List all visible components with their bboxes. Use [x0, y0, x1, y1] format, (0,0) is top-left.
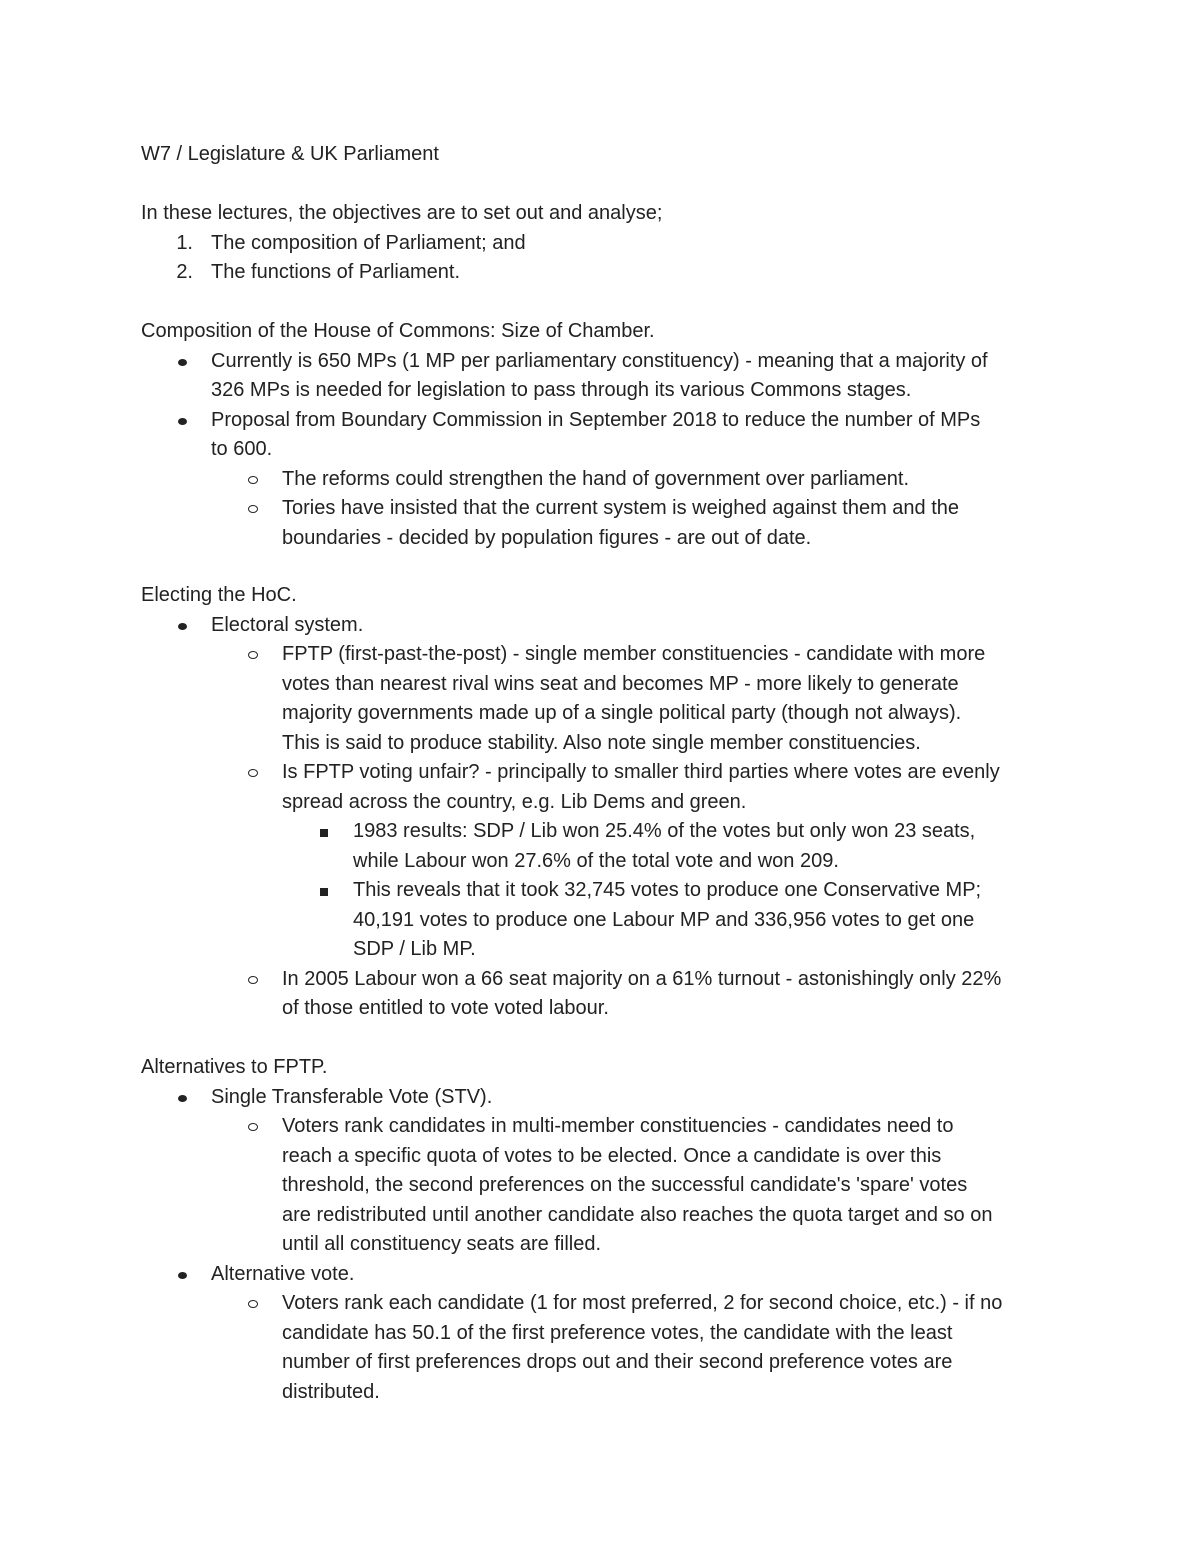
text-line: are redistributed until another candidate also reaches the quota target and so on [282, 1203, 993, 1226]
numbered-item [141, 258, 1081, 288]
intro-section [141, 199, 1081, 288]
bullet-text [353, 817, 1073, 876]
bullet-disc-icon [141, 611, 211, 641]
numbered-item [141, 229, 1081, 259]
section-heading: Composition of the House of Commons: Size of Chamber. [141, 320, 655, 342]
sub-bullet-item [141, 758, 1081, 817]
text-line: boundaries - decided by population figures - are out of date. [282, 526, 812, 549]
bullet-text [282, 758, 1072, 817]
bullet-item [141, 1260, 1081, 1290]
text-line: SDP / Lib MP. [353, 938, 476, 960]
bullet-text [282, 965, 1072, 1024]
bullet-text [211, 347, 1071, 406]
bullet-text [211, 1083, 1071, 1113]
bullet-disc-icon [141, 1083, 211, 1113]
item-text: The composition of Parliament; and [211, 231, 526, 254]
bullet-disc-icon [141, 347, 211, 377]
text-line: Currently is 650 MPs (1 MP per parliamentary constituency) - meaning that a majority of [211, 349, 988, 372]
bullet-disc-icon [141, 1260, 211, 1290]
text-line: FPTP (first-past-the-post) - single member constituencies - candidate with more [282, 643, 986, 665]
sub-bullet-item [141, 1289, 1081, 1407]
text-line: Single Transferable Vote (STV). [211, 1085, 493, 1108]
text-line: The reforms could strengthen the hand of government over parliament. [282, 467, 910, 490]
bullet-item [141, 611, 1081, 641]
sub-bullet-item [141, 494, 1081, 553]
text-line: Voters rank each candidate (1 for most preferred, 2 for second choice, etc.) - if no [282, 1292, 1003, 1314]
text-line: number of first preferences drops out and their second preference votes are [282, 1351, 953, 1373]
text-line: to 600. [211, 438, 273, 460]
bullet-text [282, 494, 1072, 553]
item-number: 2. [176, 261, 193, 283]
text-line: distributed. [282, 1380, 380, 1403]
text-line: Alternative vote. [211, 1262, 355, 1285]
document-title-block [141, 140, 1081, 170]
bullet-text [211, 1260, 1071, 1290]
document-title: W7 / Legislature & UK Parliament [141, 143, 439, 165]
text-line: Electoral system. [211, 613, 364, 636]
bullet-circle-icon [141, 465, 282, 495]
text-line: while Labour won 27.6% of the total vote and won 209. [353, 849, 839, 872]
section-heading: Electing the HoC. [141, 584, 297, 606]
text-line: threshold, the second preferences on the successful candidate's 'spare' votes [282, 1174, 968, 1196]
item-number: 1. [176, 231, 193, 254]
item-text: The functions of Parliament. [211, 261, 461, 283]
section-heading: Alternatives to FPTP. [141, 1056, 328, 1078]
sub-bullet-item [141, 465, 1081, 495]
text-line: Voters rank candidates in multi-member constituencies - candidates need to [282, 1115, 954, 1137]
bullet-text [211, 611, 1071, 641]
text-line: This reveals that it took 32,745 votes to produce one Conservative MP; [353, 879, 982, 901]
electing-section [141, 581, 1081, 1024]
bullet-text [211, 406, 1071, 465]
text-line: Tories have insisted that the current system is weighed against them and the [282, 497, 960, 519]
bullet-circle-icon [141, 758, 282, 788]
bullet-text [282, 1112, 1072, 1260]
text-line: In 2005 Labour won a 66 seat majority on a 61% turnout - astonishingly only 22% [282, 967, 1002, 990]
bullet-circle-icon [141, 640, 282, 670]
composition-section [141, 317, 1081, 553]
text-line: This is said to produce stability. Also note single member constituencies. [282, 731, 921, 754]
sub-bullet-item [141, 640, 1081, 758]
text-line: of those entitled to vote voted labour. [282, 997, 609, 1019]
sub-bullet-item [141, 1112, 1081, 1260]
text-line: spread across the country, e.g. Lib Dems and green. [282, 790, 747, 813]
bullet-circle-icon [141, 965, 282, 995]
text-line: majority governments made up of a single political party (though not always). [282, 702, 962, 724]
text-line: reach a specific quota of votes to be elected. Once a candidate is over this [282, 1144, 942, 1167]
alternatives-section [141, 1053, 1081, 1407]
sub-sub-bullet-item [141, 876, 1081, 965]
bullet-text [282, 640, 1072, 758]
bullet-item [141, 406, 1081, 465]
bullet-item [141, 347, 1081, 406]
bullet-text [353, 876, 1073, 965]
sub-bullet-item [141, 965, 1081, 1024]
bullet-square-icon [141, 817, 353, 847]
bullet-text [282, 465, 1072, 495]
bullet-circle-icon [141, 1112, 282, 1142]
text-line: until all constituency seats are filled. [282, 1233, 602, 1255]
text-line: 326 MPs is needed for legislation to pass through its various Commons stages. [211, 379, 912, 401]
bullet-square-icon [141, 876, 353, 906]
bullet-item [141, 1083, 1081, 1113]
text-line: 40,191 votes to produce one Labour MP and 336,956 votes to get one [353, 908, 975, 931]
text-line: Is FPTP voting unfair? - principally to smaller third parties where votes are evenly [282, 761, 1000, 783]
intro-lead: In these lectures, the objectives are to set out and analyse; [141, 202, 663, 224]
bullet-text [282, 1289, 1072, 1407]
bullet-circle-icon [141, 1289, 282, 1319]
sub-sub-bullet-item [141, 817, 1081, 876]
bullet-disc-icon [141, 406, 211, 436]
text-line: 1983 results: SDP / Lib won 25.4% of the votes but only won 23 seats, [353, 820, 976, 842]
text-line: candidate has 50.1 of the first preference votes, the candidate with the least [282, 1321, 953, 1344]
bullet-circle-icon [141, 494, 282, 524]
text-line: Proposal from Boundary Commission in September 2018 to reduce the number of MPs [211, 408, 981, 431]
text-line: votes than nearest rival wins seat and becomes MP - more likely to generate [282, 672, 959, 695]
